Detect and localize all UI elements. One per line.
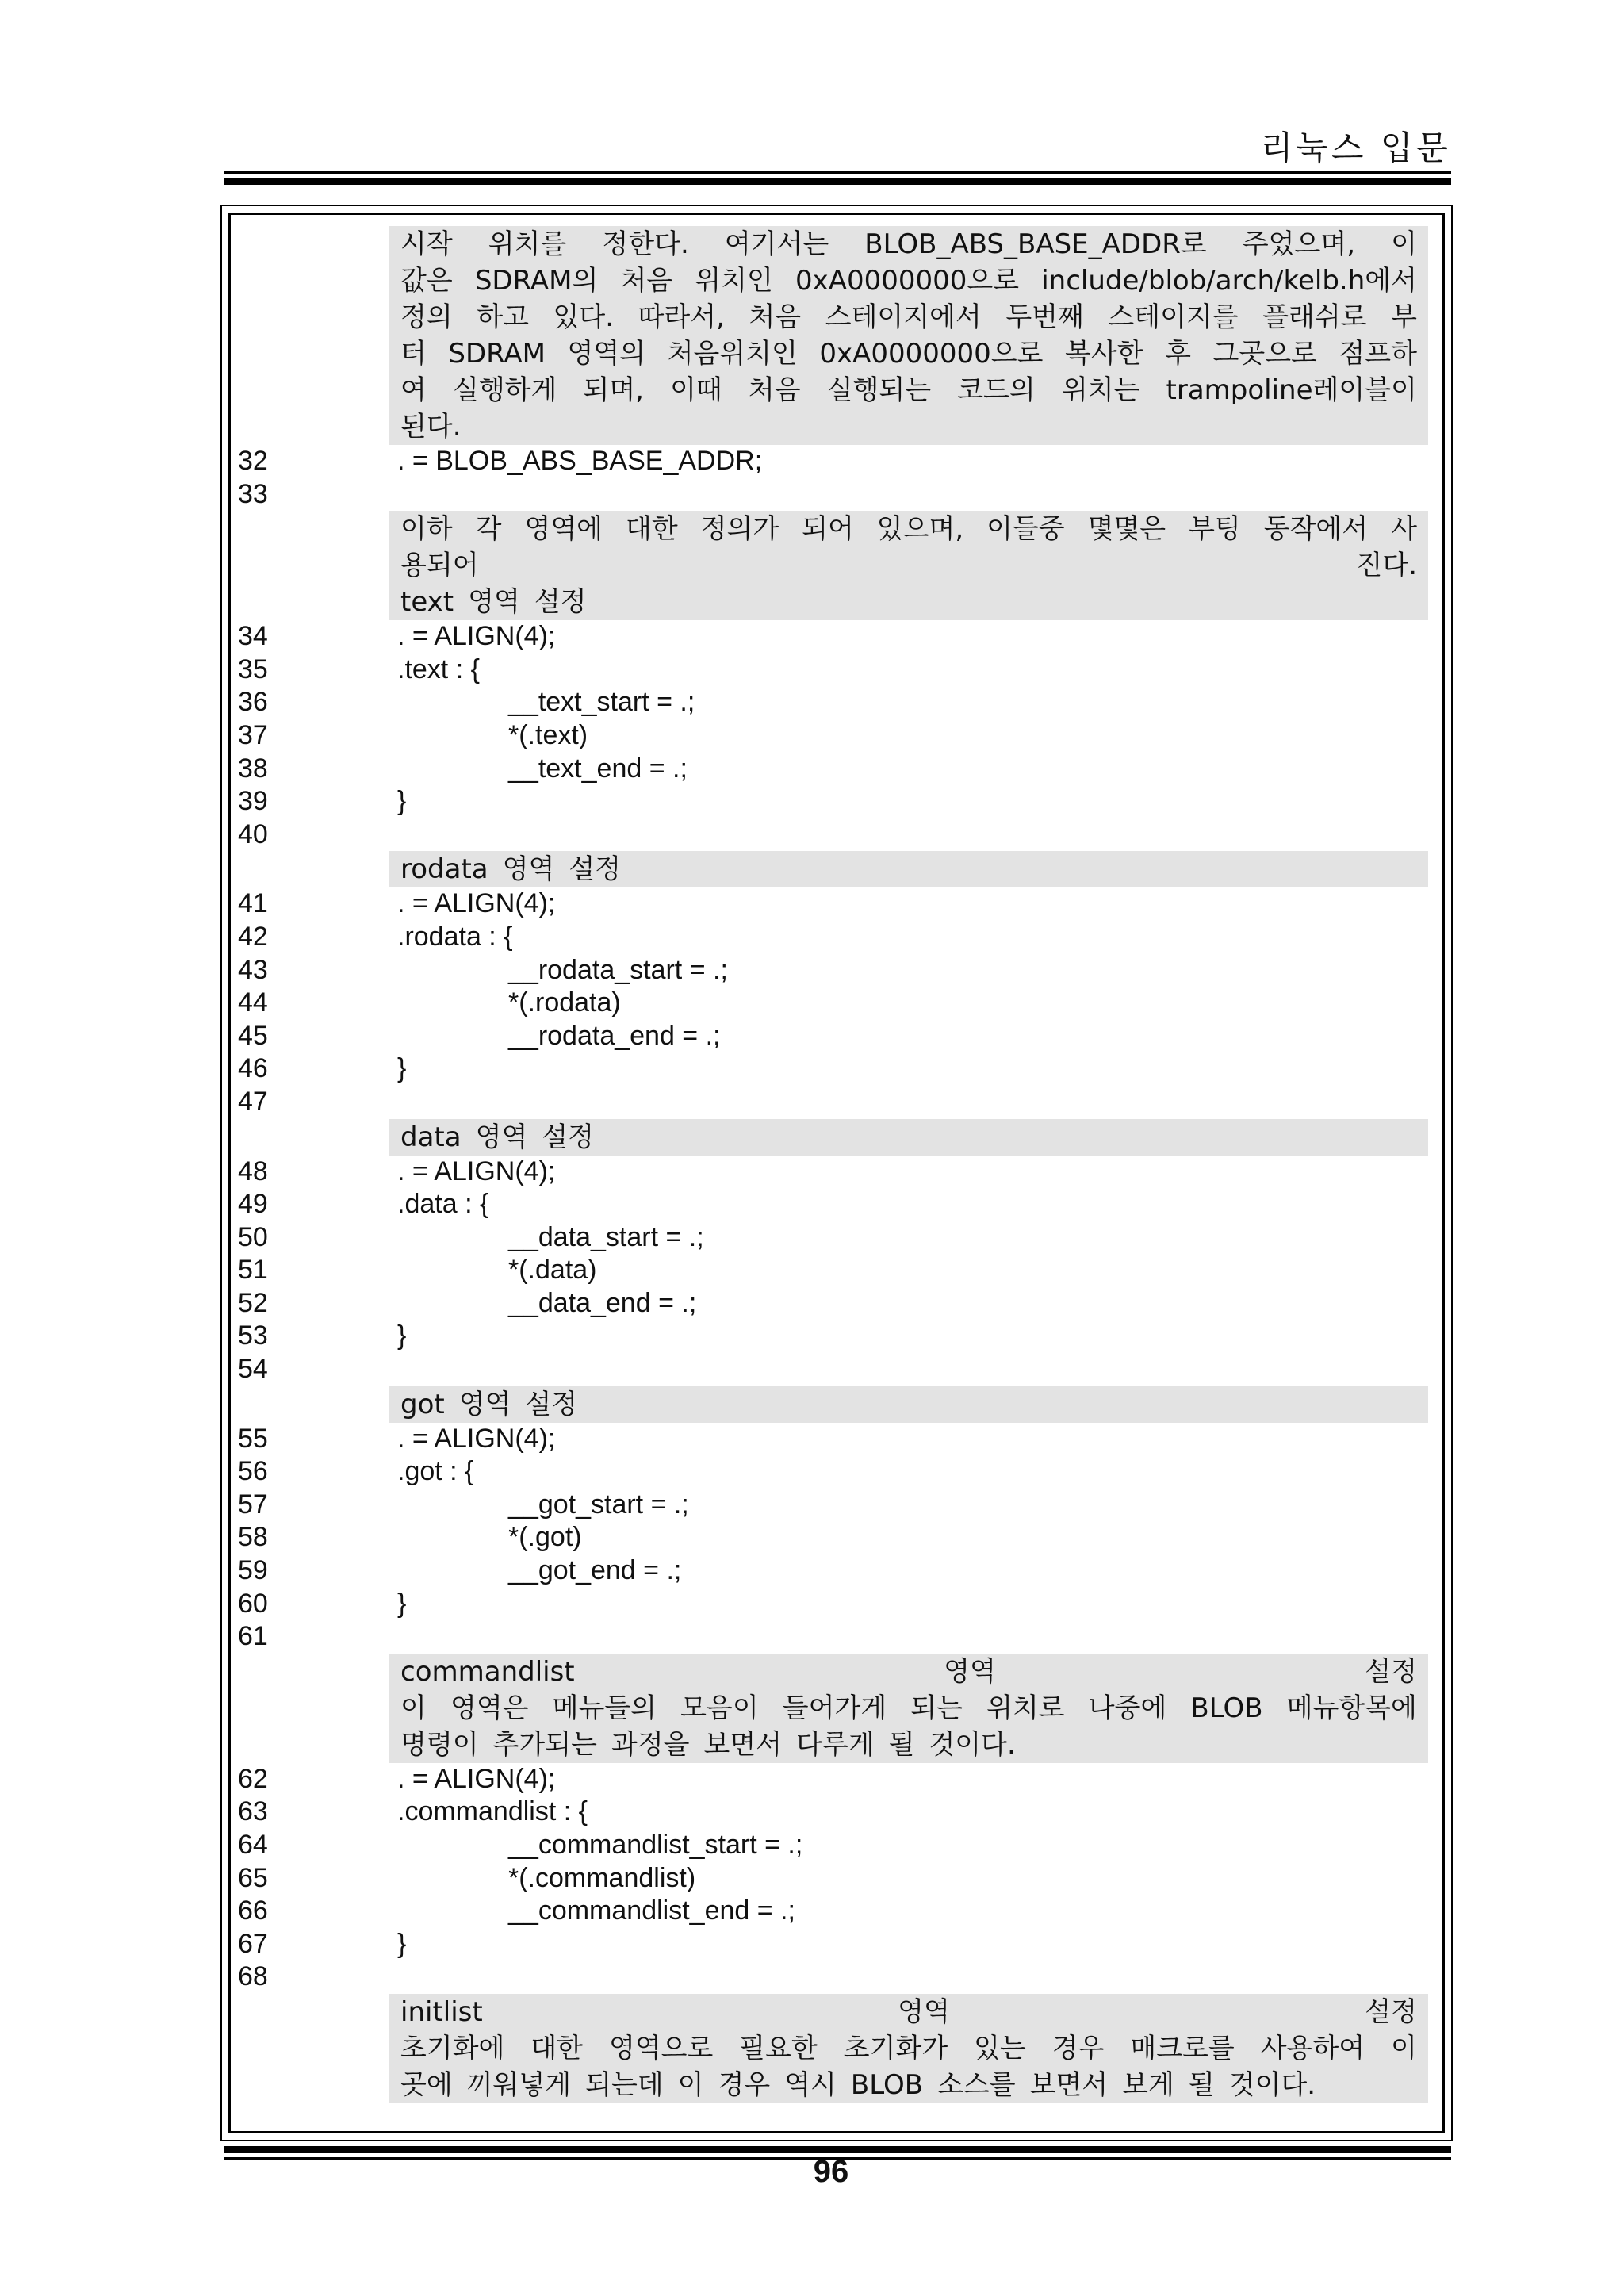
- code-line: [238, 1961, 1435, 1994]
- line-number: 42: [238, 921, 268, 952]
- code-text: __got_end = .;: [508, 1555, 682, 1586]
- annotation-box: [389, 1119, 1428, 1156]
- line-number: 52: [238, 1287, 268, 1318]
- code-line: [238, 987, 1435, 1020]
- line-number: 43: [238, 954, 268, 985]
- line-number: 67: [238, 1928, 268, 1959]
- code-line: [238, 1895, 1435, 1928]
- code-line: [238, 620, 1435, 654]
- code-text: . = ALIGN(4);: [397, 888, 556, 919]
- code-line: [238, 1521, 1435, 1554]
- code-line: [238, 1763, 1435, 1796]
- code-line: [238, 818, 1435, 852]
- line-number: 38: [238, 753, 268, 784]
- code-text: . = ALIGN(4);: [397, 1763, 556, 1794]
- annotation-box: [389, 851, 1428, 887]
- line-number: 45: [238, 1020, 268, 1051]
- code-text: }: [397, 1588, 407, 1619]
- line-number: 32: [238, 446, 268, 476]
- code-text: *(.data): [508, 1255, 597, 1286]
- code-text: __commandlist_start = .;: [508, 1830, 803, 1860]
- code-text: *(.rodata): [508, 987, 621, 1018]
- line-number: 36: [238, 687, 268, 718]
- line-number: 60: [238, 1588, 268, 1619]
- code-line: [238, 954, 1435, 987]
- annotation-line: 여 실행하게 되며, 이때 처음 실행되는 코드의 위치는 trampoline레이블이: [400, 374, 1417, 406]
- annotation-line: commandlist 영역 설정: [400, 1655, 1417, 1688]
- line-number: 35: [238, 654, 268, 684]
- line-number: 55: [238, 1423, 268, 1454]
- annotation-line: 된다.: [400, 411, 462, 443]
- code-line: [238, 887, 1435, 921]
- code-text: __commandlist_end = .;: [508, 1895, 795, 1926]
- code-text: *(.got): [508, 1522, 582, 1553]
- annotation-box: [389, 511, 1428, 620]
- line-number: 46: [238, 1053, 268, 1084]
- code-line: [238, 1423, 1435, 1456]
- code-text: __data_end = .;: [508, 1287, 697, 1318]
- code-line: [238, 1489, 1435, 1522]
- line-number: 59: [238, 1555, 268, 1586]
- line-number: 54: [238, 1354, 268, 1385]
- annotation-line: 곳에 끼워넣게 되는데 이 경우 역시 BLOB 소스를 보면서 보게 될 것이다.: [400, 2068, 1316, 2101]
- line-number: 57: [238, 1489, 268, 1520]
- code-text: .text : {: [397, 654, 480, 684]
- line-number: 39: [238, 786, 268, 817]
- code-text: . = BLOB_ABS_BASE_ADDR;: [397, 446, 763, 476]
- code-text: }: [397, 1320, 407, 1351]
- code-line: [238, 478, 1435, 512]
- line-number: 56: [238, 1456, 268, 1487]
- line-number: 40: [238, 818, 268, 849]
- code-text: .rodata : {: [397, 921, 513, 952]
- footer-rule-thick: [224, 2146, 1451, 2153]
- line-number: 50: [238, 1221, 268, 1252]
- code-line: [238, 1620, 1435, 1654]
- page-number: 96: [813, 2154, 849, 2189]
- line-number: 33: [238, 478, 268, 509]
- code-line: [238, 1086, 1435, 1119]
- line-number: 41: [238, 888, 268, 919]
- code-line: [238, 1796, 1435, 1829]
- code-text: __text_end = .;: [508, 753, 688, 784]
- line-number: 62: [238, 1763, 268, 1794]
- line-number: 68: [238, 1961, 268, 1992]
- annotation-box: [389, 226, 1428, 445]
- code-text: __rodata_end = .;: [508, 1020, 721, 1051]
- line-number: 34: [238, 621, 268, 652]
- code-listing: [238, 226, 1435, 2103]
- line-number: 37: [238, 719, 268, 750]
- line-number: 51: [238, 1255, 268, 1286]
- annotation-line: 시작 위치를 정한다. 여기서는 BLOB_ABS_BASE_ADDR로 주었으며, 이: [400, 228, 1417, 260]
- annotation-line: 터 SDRAM 영역의 처음위치인 0xA0000000으로 복사한 후 그곳으로 점프하: [400, 338, 1417, 370]
- running-header-title: 리눅스 입문: [1260, 128, 1451, 167]
- line-number: 47: [238, 1086, 268, 1117]
- annotation-line: 이하 각 영역에 대한 정의가 되어 있으며, 이들중 몇몇은 부팅 동작에서 사: [400, 513, 1417, 546]
- code-text: .commandlist : {: [397, 1796, 588, 1827]
- code-text: . = ALIGN(4);: [397, 1156, 556, 1186]
- code-line: [238, 1862, 1435, 1895]
- line-number: 48: [238, 1156, 268, 1186]
- code-text: *(.text): [508, 719, 588, 750]
- code-line: [238, 1254, 1435, 1287]
- code-text: __text_start = .;: [508, 687, 695, 718]
- code-line: [238, 753, 1435, 786]
- code-line: [238, 1588, 1435, 1621]
- code-text: __got_start = .;: [508, 1489, 689, 1520]
- code-line: [238, 1829, 1435, 1862]
- code-line: [238, 1020, 1435, 1053]
- header-rule-thick: [224, 178, 1451, 185]
- line-number: 53: [238, 1320, 268, 1351]
- annotation-line: 초기화에 대한 영역으로 필요한 초기화가 있는 경우 매크로를 사용하여 이: [400, 2032, 1417, 2064]
- line-number: 58: [238, 1522, 268, 1553]
- code-text: __rodata_start = .;: [508, 954, 728, 985]
- annotation-line: 용되어 진다.: [400, 550, 1417, 582]
- code-line: [238, 1928, 1435, 1961]
- annotation-line: 값은 SDRAM의 처음 위치인 0xA0000000으로 include/blob/arch/kelb.h에서: [400, 265, 1417, 297]
- code-line: [238, 719, 1435, 753]
- code-line: [238, 921, 1435, 954]
- code-text: }: [397, 1053, 407, 1084]
- code-line: [238, 785, 1435, 818]
- line-number: 64: [238, 1830, 268, 1860]
- header-rule-thin: [224, 171, 1451, 174]
- annotation-box: [389, 1654, 1428, 1763]
- code-line: [238, 1287, 1435, 1320]
- code-text: }: [397, 1928, 407, 1959]
- annotation-line: data 영역 설정: [400, 1121, 594, 1153]
- code-line: [238, 1554, 1435, 1588]
- annotation-line: 정의 하고 있다. 따라서, 처음 스테이지에서 두번째 스테이지를 플래쉬로 부: [400, 301, 1417, 333]
- code-text: . = ALIGN(4);: [397, 1423, 556, 1454]
- line-number: 61: [238, 1621, 268, 1652]
- annotation-line: 이 영역은 메뉴들의 모음이 들어가게 되는 위치로 나중에 BLOB 메뉴항목에: [400, 1692, 1417, 1724]
- code-line: [238, 1455, 1435, 1489]
- annotation-line: text 영역 설정: [400, 586, 587, 619]
- annotation-line: rodata 영역 설정: [400, 853, 622, 886]
- code-text: }: [397, 786, 407, 817]
- code-text: .data : {: [397, 1189, 489, 1220]
- line-number: 63: [238, 1796, 268, 1827]
- code-text: *(.commandlist): [508, 1862, 696, 1893]
- code-text: . = ALIGN(4);: [397, 621, 556, 652]
- line-number: 49: [238, 1189, 268, 1220]
- code-line: [238, 1353, 1435, 1386]
- code-line: [238, 1052, 1435, 1086]
- line-number: 65: [238, 1862, 268, 1893]
- code-line: [238, 1221, 1435, 1255]
- line-number: 44: [238, 987, 268, 1018]
- code-line: [238, 1156, 1435, 1189]
- annotation-line: got 영역 설정: [400, 1388, 578, 1420]
- code-text: .got : {: [397, 1456, 474, 1487]
- code-line: [238, 686, 1435, 719]
- annotation-box: [389, 1386, 1428, 1423]
- annotation-line: initlist 영역 설정: [400, 1995, 1417, 2028]
- code-line: [238, 1320, 1435, 1353]
- annotation-line: 명령이 추가되는 과정을 보면서 다루게 될 것이다.: [400, 1728, 1016, 1761]
- annotation-box: [389, 1994, 1428, 2103]
- code-line: [238, 1188, 1435, 1221]
- code-line: [238, 654, 1435, 687]
- line-number: 66: [238, 1895, 268, 1926]
- code-text: __data_start = .;: [508, 1221, 704, 1252]
- code-line: [238, 445, 1435, 478]
